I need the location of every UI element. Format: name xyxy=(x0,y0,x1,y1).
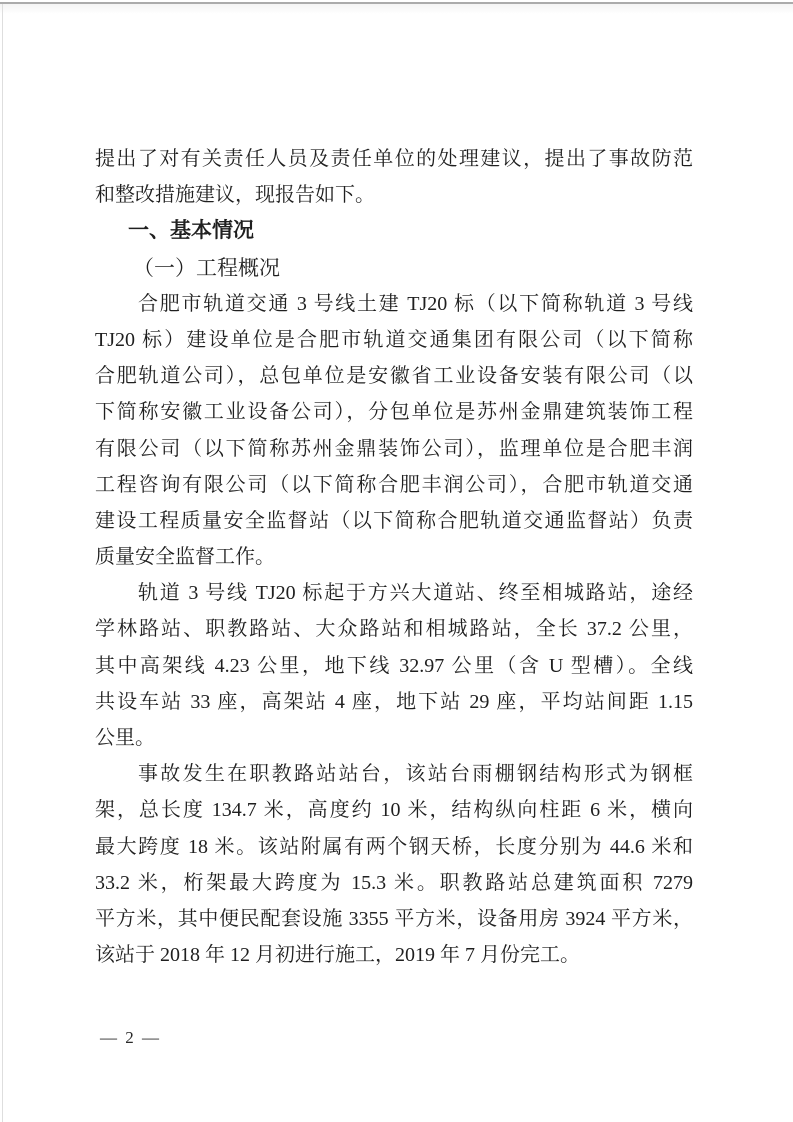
text-line: 架，总长度 134.7 米，高度约 10 米，结构纵向柱距 6 米，横向 xyxy=(95,799,693,822)
text-line: 最大跨度 18 米。该站附属有两个钢天桥，长度分别为 44.6 米和 xyxy=(95,835,693,858)
text-line: 轨道 3 号线 TJ20 标起于方兴大道站、终至相城路站，途经 xyxy=(138,582,693,605)
text-line: 提出了对有关责任人员及责任单位的处理建议，提出了事故防范 xyxy=(95,148,693,170)
text-line: 公里。 xyxy=(95,727,155,749)
text-line: 共设车站 33 座，高架站 4 座，地下站 29 座，平均站间距 1.15 xyxy=(95,690,693,713)
text-line: 事故发生在职教路站站台，该站台雨棚钢结构形式为钢框 xyxy=(138,763,693,786)
text-line: 学林路站、职教路站、大众路站和相城路站，全长 37.2 公里， xyxy=(95,618,693,641)
section-heading: 一、基本情况 xyxy=(128,219,254,243)
text-line: 工程咨询有限公司（以下简称合肥丰润公司），合肥市轨道交通 xyxy=(95,473,693,496)
subsection-heading: （一）工程概况 xyxy=(133,255,280,280)
text-line: 其中高架线 4.23 公里，地下线 32.97 公里（含 U 型槽）。全线 xyxy=(95,654,693,677)
text-line: 该站于 2018 年 12 月初进行施工，2019 年 7 月份完工。 xyxy=(95,944,580,967)
text-line: 合肥轨道公司），总包单位是安徽省工业设备安装有限公司（以 xyxy=(95,365,693,388)
document-body xyxy=(95,141,693,973)
page-number: — 2 — xyxy=(100,1028,161,1047)
text-line: 建设工程质量安全监督站（以下简称合肥轨道交通监督站）负责 xyxy=(95,509,693,532)
text-line: 质量安全监督工作。 xyxy=(95,546,275,569)
text-line: 和整改措施建议，现报告如下。 xyxy=(95,184,375,207)
scan-left-edge xyxy=(2,4,3,1122)
text-line: 平方米，其中便民配套设施 3355 平方米，设备用房 3924 平方米， xyxy=(95,907,693,930)
scan-top-glow xyxy=(0,4,793,14)
text-line: 合肥市轨道交通 3 号线土建 TJ20 标（以下简称轨道 3 号线 xyxy=(138,292,693,315)
text-line: TJ20 标）建设单位是合肥市轨道交通集团有限公司（以下简称 xyxy=(95,328,693,351)
text-line: 有限公司（以下简称苏州金鼎装饰公司），监理单位是合肥丰润 xyxy=(95,437,693,460)
text-line: 33.2 米，桁架最大跨度为 15.3 米。职教路站总建筑面积 7279 xyxy=(95,871,693,894)
text-line: 下简称安徽工业设备公司），分包单位是苏州金鼎建筑装饰工程 xyxy=(95,401,693,424)
